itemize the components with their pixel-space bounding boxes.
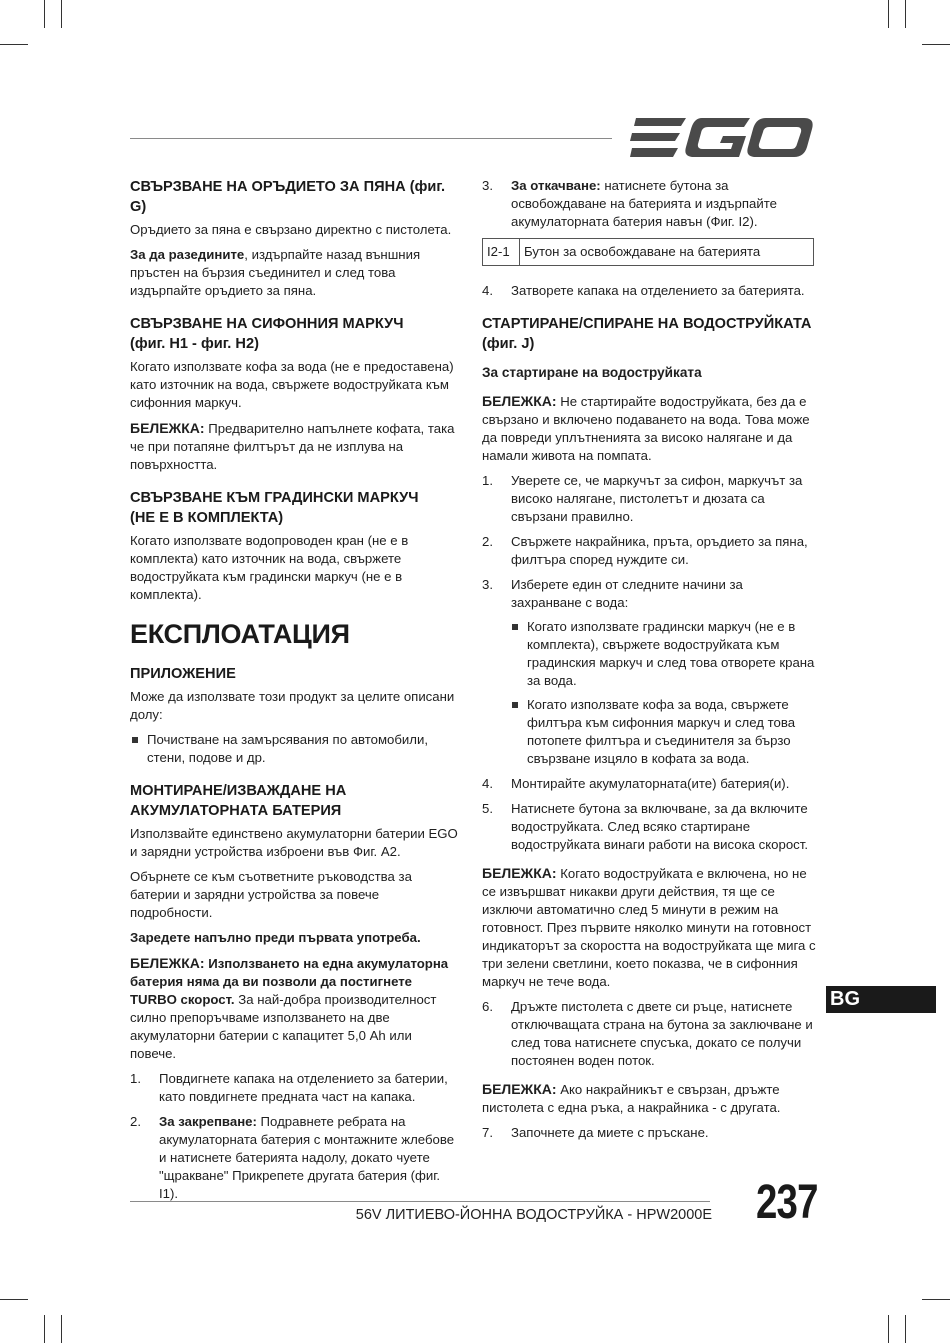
right-column xyxy=(482,177,816,1149)
list-item: 3. Изберете един от следните начини за захранване с вода: Когато използвате градински маркуч (не е в комплекта), свържете водоструйката към градинския маркуч и след това отворете крана за вода. Когато използвате кофа за вода, свържете филтъра към сифонния маркуч и след това потопете филтъра и съединителя за бързо свързване изцяло в кофата за вода. xyxy=(482,577,815,766)
section-title-foam-cannon: СВЪРЗВАНЕ НА ОРЪДИЕТО ЗА ПЯНА (фиг. G) xyxy=(130,179,446,215)
list-item: 5. Натиснете бутона за включване, за да включите водоструйката. След всяко стартиране водоструйката винаги работи на висока скорост. xyxy=(482,801,809,852)
crop-mark xyxy=(905,0,906,28)
paragraph: Оръдието за пяна е свързано директно с пистолета. xyxy=(130,222,452,237)
paragraph: Когато използвате водопроводен кран (не е в комплекта) като източник на вода, свържете водоструйката към градински маркуч (не е в комплекта). xyxy=(130,533,409,602)
note: БЕЛЕЖКА: Предварително напълнете кофата, така че при потапяне филтърът да не изплува на повърхността. xyxy=(130,420,455,472)
bullet-list xyxy=(130,731,460,767)
paragraph: Обърнете се към съответните ръководства за батерии и зарядни устройства за повече подробности. xyxy=(130,869,412,920)
note: БЕЛЕЖКА: Ако накрайникът е свързан, дръжте пистолета с една ръка, а накрайника - с другата. xyxy=(482,1081,781,1115)
list-item: 3. За откачване: натиснете бутона за освобождаване на батерията и издърпайте акумулаторната батерия навън (Фиг. I2). xyxy=(482,178,777,229)
section-title-battery: МОНТИРАНЕ/ИЗВАЖДАНЕ НА АКУМУЛАТОРНАТА БАТЕРИЯ xyxy=(130,783,347,819)
crop-mark xyxy=(44,0,45,28)
table-cell-code: I2-1 xyxy=(483,239,520,266)
note: БЕЛЕЖКА: Не стартирайте водоструйката, без да е свързано и включено подаването на вода. Това може да повреди уплътненията за високо налягане и да намали живота на помпата. xyxy=(482,393,810,463)
list-item: 2. Свържете накрайника, пръта, оръдието за пяна, филтъра според нуждите си. xyxy=(482,534,808,567)
paragraph-bold: Заредете напълно преди първата употреба. xyxy=(130,930,421,945)
note: БЕЛЕЖКА: Когато водоструйката е включена, но не се извършват никакви други действия, тя ще се изключи автоматично след 5 минути в режим на готовност. През първите няколко минути на готовност индикаторът за скоростта на водоструйката ще мига с три зелени светлини, което показва, че в сифонния маркуч не тече вода. xyxy=(482,865,816,989)
section-title-application: ПРИЛОЖЕНИЕ xyxy=(130,666,236,682)
steps-list xyxy=(130,1070,460,1203)
list-item: Когато използвате градински маркуч (не е в комплекта), свържете водоструйката към градинския маркуч и след това отворете крана за вода. xyxy=(511,618,816,690)
section-title-start-stop: СТАРТИРАНЕ/СПИРАНЕ НА ВОДОСТРУЙКАТА (фиг. J) xyxy=(482,316,812,352)
ego-logo-icon xyxy=(628,116,813,160)
footer-rule xyxy=(130,1201,710,1202)
list-item: Почистване на замърсявания по автомобили, стени, подове и др. xyxy=(130,731,460,767)
list-item: Когато използвате кофа за вода, свържете филтъра към сифонния маркуч и след това потопете филтъра и съединителя за бързо свързване изцяло в кофата за вода. xyxy=(511,696,816,768)
list-item: 1. Повдигнете капака на отделението за батерии, като повдигнете предната част на капака. xyxy=(130,1071,448,1104)
steps-list xyxy=(482,472,816,854)
main-title-operation: ЕКСПЛОАТАЦИЯ xyxy=(130,619,350,649)
crop-mark xyxy=(0,44,28,45)
crop-mark xyxy=(0,1299,28,1300)
crop-mark xyxy=(44,1315,45,1343)
subsection-title: За стартиране на водоструйката xyxy=(482,365,702,380)
crop-mark xyxy=(922,1299,950,1300)
table-row xyxy=(483,239,814,266)
table-cell-text: Бутон за освобождаване на батерията xyxy=(520,239,814,266)
language-tab: BG xyxy=(826,986,936,1013)
list-item: 1. Уверете се, че маркучът за сифон, маркучът за високо налягане, пистолетът и дюзата са свързани правилно. xyxy=(482,473,803,524)
page-number: 237 xyxy=(756,1176,818,1229)
paragraph: Използвайте единствено акумулаторни батерии EGO и зарядни устройства изброени във Фиг. A2. xyxy=(130,826,458,859)
list-item: 7. Започнете да миете с пръскане. xyxy=(482,1125,709,1140)
crop-mark xyxy=(922,44,950,45)
paragraph: Може да използвате този продукт за целите описани долу: xyxy=(130,689,455,722)
paragraph: Когато използвате кофа за вода (не е предоставена) като източник на вода, свържете водоструйката към сифонния маркуч. xyxy=(130,359,454,410)
steps-list xyxy=(482,282,816,300)
paragraph: За да разедините, издърпайте назад външния пръстен на бързия съединител и след това издърпайте оръдието за пяна. xyxy=(130,247,421,298)
left-column xyxy=(130,177,460,1210)
section-title-garden-hose: СВЪРЗВАНЕ КЪМ ГРАДИНСКИ МАРКУЧ (НЕ Е В КОМПЛЕКТА) xyxy=(130,490,419,526)
footer-product-name: 56V ЛИТИЕВО-ЙОННА ВОДОСТРУЙКА - HPW2000E xyxy=(355,1207,712,1223)
note: БЕЛЕЖКА: Използването на една акумулаторна батерия няма да ви позволи да постигнете TURBO скорост. За най-добра производителност силно препоръчваме използването на две акумулаторни батерии с капацитет 5,0 Ah или повече. xyxy=(130,955,449,1061)
crop-mark xyxy=(61,0,62,28)
list-item: 4. Монтирайте акумулаторната(ите) батерия(и). xyxy=(482,776,790,791)
reference-table xyxy=(482,238,814,266)
list-item: 4. Затворете капака на отделението за батерията. xyxy=(482,283,805,298)
crop-mark xyxy=(905,1315,906,1343)
list-item: 6. Дръжте пистолета с двете си ръце, натиснете отключващата страна на бутона за заключване и след това натиснете спусъка, докато се получи постоянен воден поток. xyxy=(482,999,813,1068)
steps-list xyxy=(482,1124,816,1142)
crop-mark xyxy=(888,1315,889,1343)
header-rule xyxy=(130,138,612,139)
crop-mark xyxy=(61,1315,62,1343)
list-item: 2. За закрепване: Подравнете ребрата на акумулаторната батерия с монтажните жлебове и натиснете батерията надолу, докато чуете "щракване" Прикрепете другата батерия (фиг. I1). xyxy=(130,1114,455,1201)
section-title-siphon-hose: СВЪРЗВАНЕ НА СИФОННИЯ МАРКУЧ (фиг. H1 - фиг. H2) xyxy=(130,316,404,352)
sub-bullet-list xyxy=(511,618,816,768)
steps-list xyxy=(482,998,816,1070)
steps-list xyxy=(482,177,816,231)
crop-mark xyxy=(888,0,889,28)
